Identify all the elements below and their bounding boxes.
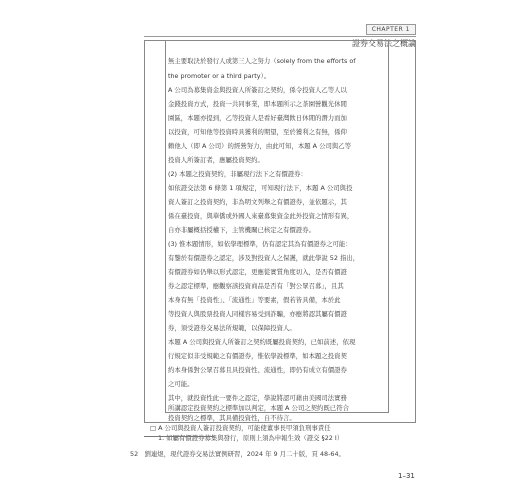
body-line: 園區，本題亦提到，乙等投資人是看好臺灣飲日休閒的潛力而加 — [168, 114, 347, 122]
body-line: 以投資，可知他等投資時具獲利的期望，至於獲利之有無，係仰 — [168, 128, 347, 136]
body-line: 其中，就投資性此一要件之認定，學說將認可藉由美國司法實務 — [168, 394, 347, 402]
body-line: 投資人所簽訂者，應屬投資契約。 — [168, 156, 264, 164]
body-line: 自亦非屬概括授權下，主管機關已核定之有價證券。 — [168, 226, 315, 234]
body-line: 有鑒於有價證券之認定，涉及對投資人之保護，就此學說 52 指出， — [168, 254, 360, 262]
footnote: 52 劉連煜，現代證券交易法實例研習，2024 年 9 月二十版，頁 48-64。 — [130, 450, 345, 458]
body-line: (3) 惟本題情形，如依學理標準，仍有認定其為有價證券之可能： — [168, 240, 352, 248]
body-line: 如依證交法第 6 條第 1 項規定，可知現行法下，本題 A 公司與投 — [168, 184, 353, 192]
chapter-label: CHAPTER 1 — [366, 24, 416, 35]
chapter-title: 證券交易法之概論 — [352, 39, 416, 48]
body-line: 行規定似非受規範之有價證券，惟依學說標準，如本題之投資契 — [168, 352, 347, 360]
footnote-divider — [144, 436, 214, 437]
section-heading-line: □ A 公司與投資人簽訂投資契約，可能使董事長甲須負刑事責任 — [150, 424, 331, 432]
body-line: 投資契約之標準，其具備投資性，自不待言。 — [168, 414, 296, 422]
page-number: 1–31 — [398, 472, 415, 480]
body-line: the promoter or a third party）。 — [168, 72, 271, 80]
body-line: A 公司為募集資金與投資人所簽訂之契約，係令投資人乙等人以 — [168, 86, 347, 94]
body-line: 本身有無「投資性」、「流通性」等要素，假若皆具備，本於此 — [168, 296, 341, 304]
header-divider — [144, 36, 416, 37]
body-line: 賴他人（即 A 公司）的經營努力，由此可知，本題 A 公司與乙等 — [168, 142, 352, 150]
body-line: 資人簽訂之投資契約，非為明文列舉之有價證券，並依題示，其 — [168, 198, 347, 206]
body-line: 係在臺投資，與華僑或外國人來臺募集資金此外投資之情形有異， — [168, 212, 354, 220]
body-line: 1. 如屬有價證券募集與發行，原則上須為申報生效（證交 §22 Ⅰ） — [158, 434, 344, 442]
body-line: 有價證券如仍舉以形式認定，更應從實質角度切入，是否有價證 — [168, 268, 347, 276]
body-line: 金錢投資方式，投資一共同事業，即本題所示之茶園營觀光休閒 — [168, 100, 347, 108]
body-line: 等投資人與股票投資人同樣容易受到詐騙，亦應將認其屬有價證 — [168, 310, 347, 318]
body-line: 之可能。 — [168, 380, 194, 388]
body-line: (2) 本題之投資契約，非屬現行法下之有價證券： — [168, 170, 307, 178]
body-line: 無主要取決於發行人或第三人之努力（solely from the efforts of — [168, 57, 356, 65]
body-line: 約本身係對公眾召募且具投資性、流通性，即仍有成立有價證券 — [168, 366, 347, 374]
body-line: 券，須受證券交易法所規範，以保障投資人。 — [168, 324, 296, 332]
body-line: 所講認定投資契約之標準加以判定，本題 A 公司之契約既已符合 — [168, 404, 349, 412]
body-line: 本題 A 公司與投資人所簽訂之契約既屬投資契約，已如前述，依現 — [168, 338, 356, 346]
body-line: 券之認定標準，應觀察該投資商品是否有「對公眾召募」，且其 — [168, 282, 344, 290]
